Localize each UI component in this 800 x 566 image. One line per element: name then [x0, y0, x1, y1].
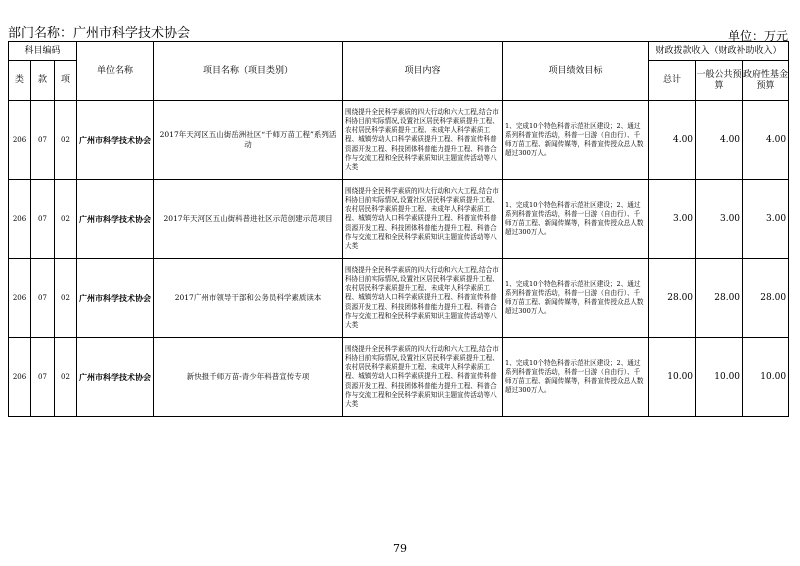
performance-goal-header: 项目绩效目标 [503, 42, 649, 101]
finance-group-header: 财政拨款收入（财政补助收入） [649, 42, 789, 61]
xiang-cell: 02 [55, 101, 77, 180]
xiang-cell: 02 [55, 338, 77, 417]
performance-goal-cell: 1、完成10个特色科普示范社区建设；2、通过系列科普宣传活动，科普一日游（自由行）、千师万苗工程、新闻传媒等，科普宣传授众总人数超过300万人。 [503, 338, 649, 417]
kuan-cell: 07 [31, 259, 55, 338]
fund-budget-cell: 28.00 [743, 259, 789, 338]
kuan-cell: 07 [31, 180, 55, 259]
lei-header: 类 [9, 61, 31, 101]
lei-cell: 206 [9, 259, 31, 338]
project-content-cell: 围绕提升全民科学素质的四大行动和六大工程,结合市科协目前实际情况,设置社区居民科学素质提升工程、农村居民科学素质提升工程、未成年人科学素质工程、城镇劳动人口科学素质提升工程、科普宣传科普资源开发工程、科技团体科普能力提升工程、科普合作与交流工程和全民科学素质知识主题宣传活动等八大类 [343, 101, 503, 180]
total-header: 总计 [649, 61, 696, 101]
table-row [9, 259, 789, 338]
lei-cell: 206 [9, 180, 31, 259]
budget-table [8, 41, 789, 417]
project-content-cell: 围绕提升全民科学素质的四大行动和六大工程,结合市科协目前实际情况,设置社区居民科学素质提升工程、农村居民科学素质提升工程、未成年人科学素质工程、城镇劳动人口科学素质提升工程、科普宣传科普资源开发工程、科技团体科普能力提升工程、科普合作与交流工程和全民科学素质知识主题宣传活动等八大类 [343, 259, 503, 338]
project-content-header: 项目内容 [343, 42, 503, 101]
unit-name-cell: 广州市科学技术协会 [77, 338, 154, 417]
table-row [9, 180, 789, 259]
unit-label: 单位：万元 [727, 29, 788, 43]
total-cell: 4.00 [649, 101, 696, 180]
general-budget-header: 一般公共预算 [696, 61, 743, 101]
department-name: 部门名称：广州市科学技术协会 [8, 26, 191, 41]
project-name-header: 项目名称（项目类别） [154, 42, 343, 101]
performance-goal-cell: 1、完成10个特色科普示范社区建设；2、通过系列科普宣传活动，科普一日游（自由行）、千师万苗工程、新闻传媒等，科普宣传授众总人数超过300万人。 [503, 180, 649, 259]
project-content-cell: 围绕提升全民科学素质的四大行动和六大工程,结合市科协目前实际情况,设置社区居民科学素质提升工程、农村居民科学素质提升工程、未成年人科学素质工程、城镇劳动人口科学素质提升工程、科普宣传科普资源开发工程、科技团体科普能力提升工程、科普合作与交流工程和全民科学素质知识主题宣传活动等八大类 [343, 338, 503, 417]
lei-cell: 206 [9, 338, 31, 417]
fund-budget-header: 政府性基金预算 [743, 61, 789, 101]
page-number: 79 [393, 542, 407, 555]
fund-budget-cell: 10.00 [743, 338, 789, 417]
project-name-cell: 2017年天河区五山街岳洲社区“千师万苗工程”系列活动 [154, 101, 343, 180]
unit-name-cell: 广州市科学技术协会 [77, 180, 154, 259]
subject-code-header: 科目编码 [9, 42, 77, 61]
lei-cell: 206 [9, 101, 31, 180]
kuan-header: 款 [31, 61, 55, 101]
total-cell: 3.00 [649, 180, 696, 259]
performance-goal-cell: 1、完成10个特色科普示范社区建设；2、通过系列科普宣传活动，科普一日游（自由行）、千师万苗工程、新闻传媒等，科普宣传授众总人数超过300万人。 [503, 101, 649, 180]
project-name-cell: 2017广州市领导干部和公务员科学素质读本 [154, 259, 343, 338]
fund-budget-cell: 3.00 [743, 180, 789, 259]
general-budget-cell: 28.00 [696, 259, 743, 338]
performance-goal-cell: 1、完成10个特色科普示范社区建设；2、通过系列科普宣传活动，科普一日游（自由行）、千师万苗工程、新闻传媒等，科普宣传授众总人数超过300万人。 [503, 259, 649, 338]
general-budget-cell: 3.00 [696, 180, 743, 259]
table-row [9, 338, 789, 417]
header-row-1 [9, 42, 789, 61]
xiang-header: 项 [55, 61, 77, 101]
kuan-cell: 07 [31, 101, 55, 180]
kuan-cell: 07 [31, 338, 55, 417]
xiang-cell: 02 [55, 259, 77, 338]
unit-name-cell: 广州市科学技术协会 [77, 259, 154, 338]
total-cell: 28.00 [649, 259, 696, 338]
total-cell: 10.00 [649, 338, 696, 417]
project-content-cell: 围绕提升全民科学素质的四大行动和六大工程,结合市科协目前实际情况,设置社区居民科学素质提升工程、农村居民科学素质提升工程、未成年人科学素质工程、城镇劳动人口科学素质提升工程、科普宣传科普资源开发工程、科技团体科普能力提升工程、科普合作与交流工程和全民科学素质知识主题宣传活动等八大类 [343, 180, 503, 259]
xiang-cell: 02 [55, 180, 77, 259]
general-budget-cell: 10.00 [696, 338, 743, 417]
unit-name-cell: 广州市科学技术协会 [77, 101, 154, 180]
unit-name-header: 单位名称 [77, 42, 154, 101]
project-name-cell: 新快报千师万苗-青少年科普宣传专项 [154, 338, 343, 417]
project-name-cell: 2017年天河区五山街科普进社区示范创建示范项目 [154, 180, 343, 259]
fund-budget-cell: 4.00 [743, 101, 789, 180]
general-budget-cell: 4.00 [696, 101, 743, 180]
table-row [9, 101, 789, 180]
